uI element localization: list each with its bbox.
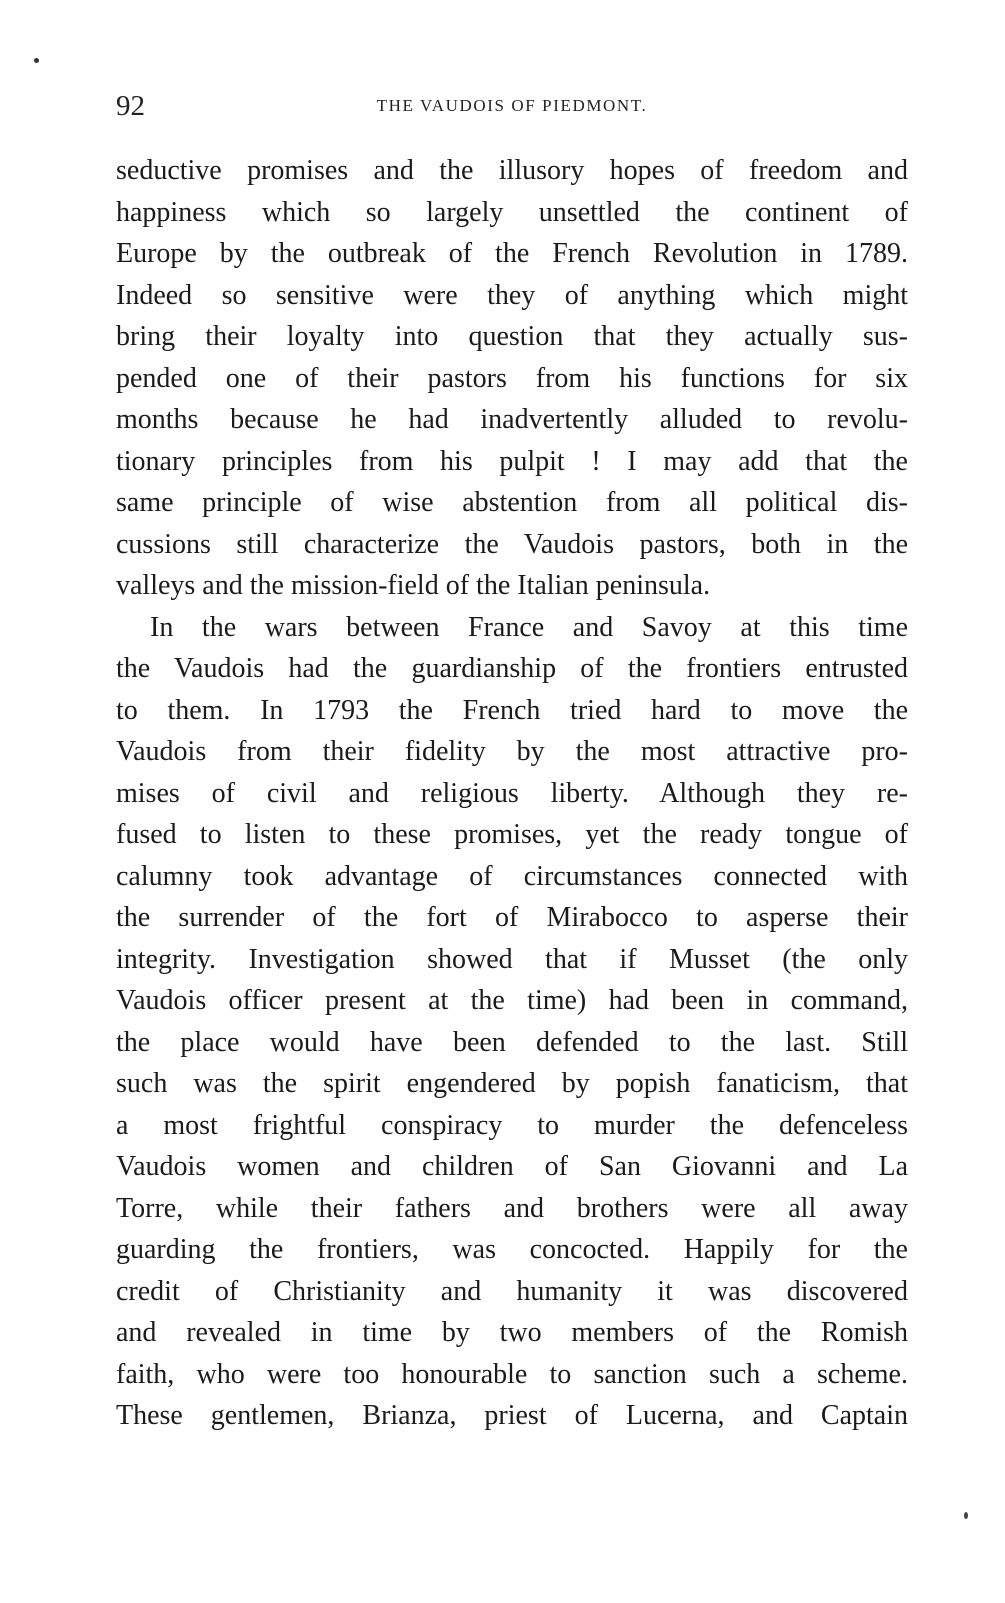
ink-speck: [34, 58, 39, 63]
text-line: the surrender of the fort of Mirabocco to asperse their: [116, 902, 908, 933]
text-line: the Vaudois had the guardianship of the frontiers entrusted: [116, 653, 908, 684]
text-line: faith, who were too honourable to sanction such a scheme.: [116, 1358, 908, 1390]
text-line: Torre, while their fathers and brothers were all away: [116, 1192, 908, 1224]
text-line: and revealed in time by two members of the Romish: [116, 1317, 908, 1348]
text-line: seductive promises and the illusory hopes of freedom and: [116, 155, 908, 186]
text-line: In the wars between France and Savoy at this time: [150, 611, 908, 643]
page-header: [116, 88, 908, 128]
text-line: credit of Christianity and humanity it was discovered: [116, 1275, 908, 1307]
text-line: Indeed so sensitive were they of anything which might: [116, 279, 908, 311]
text-line: fused to listen to these promises, yet the ready tongue of: [116, 819, 908, 850]
text-line: guarding the frontiers, was concocted. Happily for the: [116, 1234, 908, 1265]
text-line: the place would have been defended to the last. Still: [116, 1026, 908, 1058]
text-line: a most frightful conspiracy to murder the defenceless: [116, 1109, 908, 1141]
text-line: Vaudois from their fidelity by the most attractive pro-: [116, 736, 908, 767]
text-line: tionary principles from his pulpit ! I may add that the: [116, 445, 908, 477]
text-line: valleys and the mission-field of the Italian peninsula.: [116, 570, 711, 601]
body-text: [116, 150, 908, 1437]
text-line: pended one of their pastors from his functions for six: [116, 362, 908, 394]
text-line: same principle of wise abstention from all political dis-: [116, 487, 908, 518]
text-line: happiness which so largely unsettled the continent of: [116, 196, 908, 228]
text-line: Europe by the outbreak of the French Revolution in 1789.: [116, 238, 908, 269]
text-line: cussions still characterize the Vaudois pastors, both in the: [116, 528, 908, 560]
text-line: Vaudois women and children of San Giovanni and La: [116, 1151, 908, 1182]
text-line: Vaudois officer present at the time) had been in command,: [116, 985, 908, 1016]
text-line: calumny took advantage of circumstances connected with: [116, 860, 908, 892]
text-line: months because he had inadvertently alluded to revolu-: [116, 404, 908, 435]
text-line: bring their loyalty into question that they actually sus-: [116, 321, 908, 352]
text-line: mises of civil and religious liberty. Although they re-: [116, 777, 908, 809]
page-number: 92: [116, 90, 145, 122]
paragraph-2: [116, 607, 908, 1437]
text-line: such was the spirit engendered by popish fanaticism, that: [116, 1068, 908, 1099]
paragraph-1: [116, 150, 908, 607]
ink-speck: [964, 1512, 968, 1519]
text-line: to them. In 1793 the French tried hard to move the: [116, 694, 908, 726]
text-line: integrity. Investigation showed that if Musset (the only: [116, 943, 908, 975]
running-title: THE VAUDOIS OF PIEDMONT.: [376, 96, 648, 115]
text-line: These gentlemen, Brianza, priest of Lucerna, and Captain: [116, 1400, 908, 1431]
